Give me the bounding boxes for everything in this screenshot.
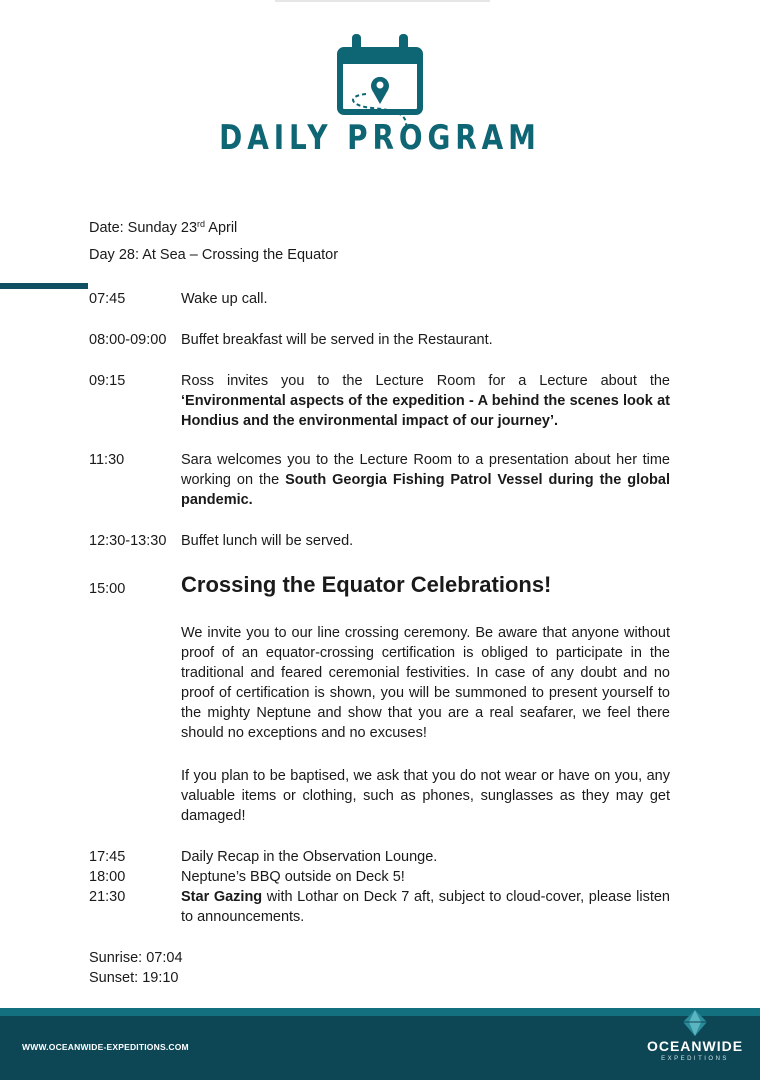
schedule-time: 21:30 [89,889,126,905]
schedule-time: 15:00 [89,581,126,597]
celebration-paragraph: If you plan to be baptised, we ask that you do not wear or have on you, any valuable items or clothing, such as phones, sunglasses as they may get damaged! [181,768,670,824]
website-link[interactable]: WWW.OCEANWIDE-EXPEDITIONS.COM [22,1042,189,1052]
schedule-text: Buffet breakfast will be served in the Restaurant. [181,332,493,348]
schedule-text: Star Gazing with Lothar on Deck 7 aft, subject to cloud-cover, please listen to announcements. [181,889,671,925]
schedule-time: 17:45 [89,849,126,865]
celebration-heading: Crossing the Equator Celebrations! [181,572,552,597]
schedule-text: Wake up call. [181,291,268,307]
schedule-time: 12:30-13:30 [89,533,167,549]
accent-bar [0,283,88,289]
schedule-bold-text: ‘Environmental aspects of the expedition - A behind the scenes look at Hondius and the environmental impact of our journey’. [181,393,670,429]
schedule-text: Ross invites you to the Lecture Room for a Lecture about the ‘Environmental aspects of the expedition - A behind the scenes look at Hondius and the environmental impact of our journey’. [181,373,670,429]
page-title: DAILY PROGRAM [219,118,541,158]
schedule-text: Neptune’s BBQ outside on Deck 5! [181,869,405,885]
schedule-text: Buffet lunch will be served. [181,533,354,549]
brand-subtitle: EXPEDITIONS [661,1056,729,1062]
schedule-time: 18:00 [89,869,126,885]
schedule-text: Daily Recap in the Observation Lounge. [181,849,438,865]
top-divider [275,0,490,2]
sunrise-time: Sunrise: 07:04 [89,950,183,966]
schedule-time: 09:15 [89,373,126,389]
schedule-time: 07:45 [89,291,126,307]
schedule-bold-text: Star Gazing [181,889,263,905]
brand-logo [630,1006,760,1080]
date-line: Date: Sunday 23rd April [89,219,238,236]
schedule-bold-text: South Georgia Fishing Patrol Vessel during the global pandemic. [181,472,670,508]
brand-name: OCEANWIDE [646,1038,744,1054]
schedule-text: Sara welcomes you to the Lecture Room to a presentation about her time working on the South Georgia Fishing Patrol Vessel during the global pandemic. [181,452,670,508]
day-line: Day 28: At Sea – Crossing the Equator [89,247,339,263]
schedule-time: 11:30 [89,452,125,468]
diamond-logo-icon [680,1008,710,1038]
schedule-time: 08:00-09:00 [89,332,167,348]
calendar-location-icon [336,30,424,130]
celebration-paragraph: We invite you to our line crossing ceremony. Be aware that anyone without proof of an equator-crossing certification is obliged to participate in the traditional and feared ceremonial festivities. In case of any doubt and no proof of certification is shown, you will be summoned to present yourself to the mighty Neptune and show that you are a real seafarer, we feel there should no exceptions and no excuses! [181,625,670,741]
sunset-time: Sunset: 19:10 [89,970,179,986]
